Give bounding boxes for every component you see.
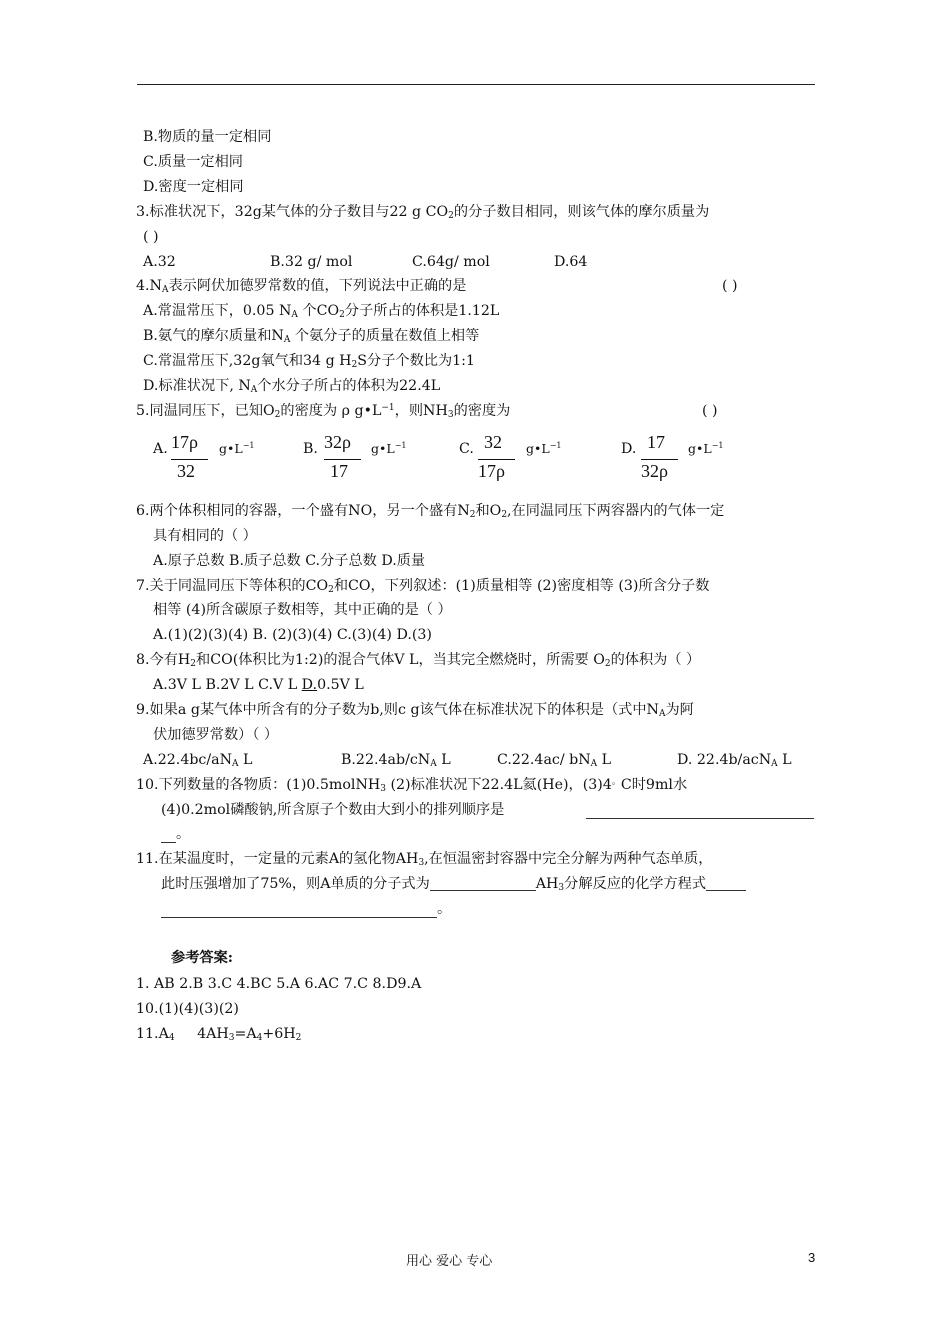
q11-stem-line1: 11.在某温度时，一定量的元素A的氢化物$AH_3$,在恒温密封容器中完全分解为两种气态单质，: [136, 851, 713, 868]
q4-option-b: B.氨气的摩尔质量和$N_A$ 个氨分子的质量在数值上相等: [143, 328, 480, 345]
answers-line2: 10.(1)(4)(3)(2): [136, 1001, 239, 1017]
q5-option-a-unit: $g•L^{-1}$: [219, 441, 255, 456]
q7-stem-line2: 相等 (4)所含碳原子数相等，其中正确的是（ ）: [153, 602, 452, 618]
fraction-numerator: 32ρ: [324, 432, 351, 452]
fraction-denominator: 17ρ: [478, 461, 505, 481]
q9-option-d: D. 22.4b/acN$_A$ L: [677, 752, 792, 769]
q6-stem-line1: 6.两个体积相同的容器，一个盛有NO，另一个盛有$N_2$和$O_2$,在同温同压下两容器内的气体一定: [136, 503, 725, 520]
q3-option-a: A.32: [143, 254, 176, 270]
q10-answer-blank-cont[interactable]: [161, 828, 176, 843]
q5-option-c-label: C.: [459, 441, 474, 457]
q10-stem-line2: (4)0.2mol磷酸钠,所含原子个数由大到小的排列顺序是: [161, 802, 505, 818]
q8-options: A.3V L B.2V L C.V L D.0.5V L: [153, 677, 364, 693]
q5-answer-paren: ( ): [702, 403, 718, 419]
q10-end-mark: 。: [176, 826, 191, 842]
q4-option-a: A.常温常压下，0.05 $N_A$ 个$CO_2$分子所占的体积是1.12L: [143, 303, 500, 320]
q9-stem-line2: 伏加德罗常数）（ ）: [153, 727, 279, 743]
q9-stem-line1: 9.如果a g某气体中所含有的分子数为b,则c g该气体在标准状况下的体积是（式中$N_A$为阿: [136, 702, 694, 719]
q9-option-b: $B.22.4ab/cN_A$ L: [341, 752, 451, 769]
q7-options: A.(1)(2)(3)(4) B. (2)(3)(4) C.(3)(4) D.(3): [153, 627, 432, 643]
q3-answer-paren: ( ): [143, 229, 159, 245]
q6-options: A.原子总数 B.质子总数 C.分子总数 D.质量: [153, 553, 426, 569]
q3-option-d: D.64: [554, 254, 588, 270]
answers-line3: $11.A_4$ $4AH_3=A_4+6H_2$: [136, 1026, 302, 1043]
q3-stem: 3.标准状况下，32g某气体的分子数目与22 g $CO_2$的分子数目相同，则该气体的摩尔质量为: [136, 204, 710, 221]
q4-option-d: D.标准状况下, $N_A$个水分子所占的体积为22.4L: [143, 378, 441, 395]
fraction-denominator: 32: [177, 461, 195, 481]
q2-option-b: B.物质的量一定相同: [143, 129, 272, 145]
q2-option-c: C.质量一定相同: [143, 154, 243, 170]
answers-title: 参考答案:: [171, 950, 233, 966]
q2-option-d: D.密度一定相同: [143, 179, 244, 195]
fraction-numerator: 17: [647, 432, 665, 452]
q11-end-mark: 。: [437, 901, 452, 917]
q4-stem: $4.N_A$表示阿伏加德罗常数的值，下列说法中正确的是: [136, 278, 467, 295]
q5-option-d-label: D.: [621, 441, 637, 457]
header-rule: [137, 84, 815, 85]
page-number: 3: [808, 1250, 816, 1265]
q11-equation-blank-cont[interactable]: [161, 903, 437, 918]
fraction-bar: [171, 459, 208, 460]
q11-formula-blank[interactable]: [430, 876, 536, 891]
footer-motto: 用心 爱心 专心: [406, 1254, 493, 1269]
fraction-bar: [324, 459, 361, 460]
fraction-bar: [641, 459, 678, 460]
q9-option-c: C.22.4ac/ $bN_A$ L: [497, 752, 612, 769]
q6-stem-line2: 具有相同的（ ）: [153, 528, 257, 544]
fraction-numerator: 32: [484, 432, 502, 452]
q5-option-d-unit: $g•L^{-1}$: [688, 441, 724, 456]
q5-option-a-label: A.: [153, 441, 168, 457]
fraction-denominator: 17: [330, 461, 348, 481]
q4-answer-paren: ( ): [722, 278, 738, 294]
q7-stem-line1: 7.关于同温同压下等体积的$CO_2$和CO，下列叙述：(1)质量相等 (2)密度相等 (3)所含分子数: [136, 578, 710, 595]
q9-option-a: $A.22.4bc/aN_A$ L: [143, 752, 253, 769]
fraction-numerator: 17ρ: [171, 432, 198, 452]
fraction-denominator: 32ρ: [641, 461, 668, 481]
q10-stem-line1: 10.下列数量的各物质：(1)0.5molNH$_3$ (2)标准状况下22.4L氦(He)，(3)4。C时9ml水: [136, 777, 688, 794]
q4-option-c: C.常温常压下,32g氧气和34 g $H_2S$分子个数比为1:1: [143, 353, 475, 370]
answers-line1: 1. AB 2.B 3.C 4.BC 5.A 6.AC 7.C 8.D9.A: [136, 976, 422, 992]
q5-option-b-label: B.: [303, 441, 318, 457]
q3-option-b: B.32 g/ mol: [270, 254, 353, 270]
q5-option-c-unit: $g•L^{-1}$: [526, 441, 562, 456]
q11-equation-blank[interactable]: [706, 876, 746, 891]
q5-option-b-unit: $g•L^{-1}$: [371, 441, 407, 456]
q5-stem: 5.同温同压下，已知$O_2$的密度为 ρ $g•L^{-1}$，则$NH_3$的密度为: [136, 403, 511, 420]
q11-stem-line2: 此时压强增加了75%，则A单质的分子式为 $AH_3$分解反应的化学方程式: [161, 874, 746, 894]
fraction-bar: [478, 459, 515, 460]
q3-option-c: C.64g/ mol: [412, 254, 490, 270]
q10-answer-blank[interactable]: [586, 804, 814, 819]
q8-stem: 8.今有$H_2$和CO(体积比为1:2)的混合气体V L，当其完全燃烧时，所需要 $O_2$的体积为（ ）: [136, 652, 701, 669]
